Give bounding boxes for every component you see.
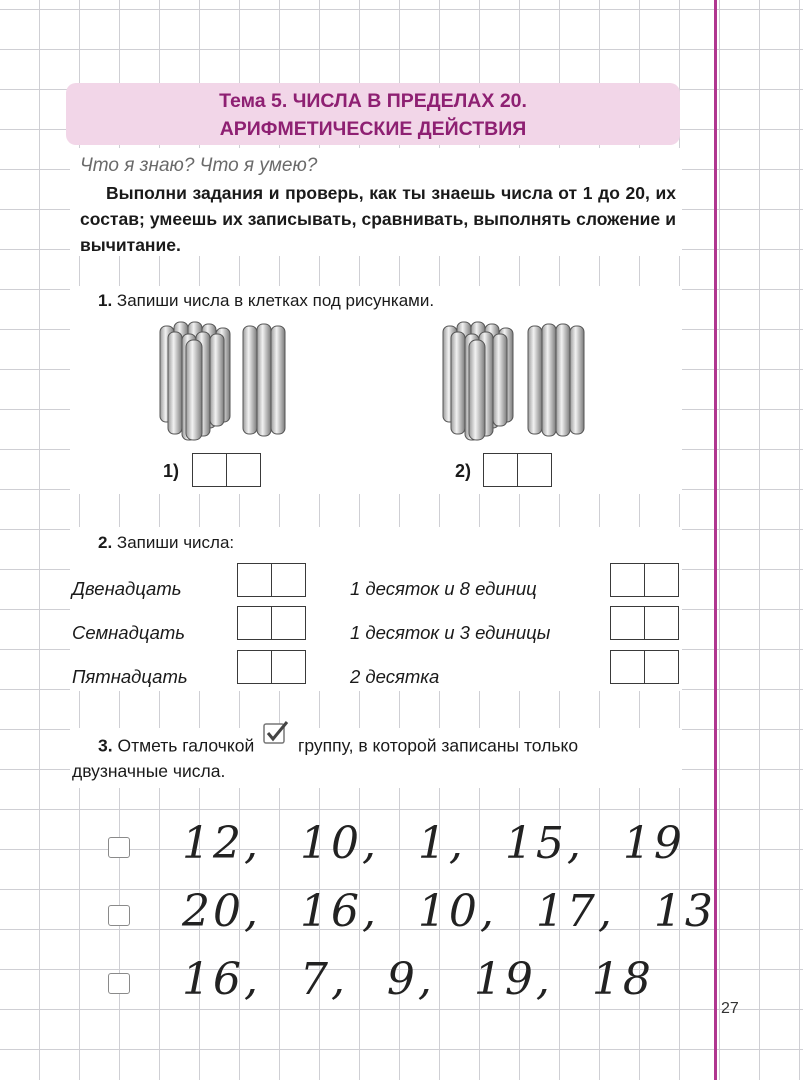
task1-number: 1. <box>98 291 113 310</box>
intro-text: Выполни задания и проверь, как ты знаешь числа от 1 до 20, их состав; умеешь их записывать, сравнивать, выполнять сложение и вычитание. <box>80 183 676 255</box>
page-number: 27 <box>721 1000 739 1017</box>
topic-line2: АРИФМЕТИЧЕСКИЕ ДЕЙСТВИЯ <box>219 118 527 140</box>
task2-title <box>98 533 234 553</box>
task2-phrase-1: 1 десяток и 8 единиц <box>350 578 537 599</box>
task2-number: 2. <box>98 533 113 552</box>
task2-word-1: Двенадцать <box>72 578 182 599</box>
ten-sticks-bundle-icon <box>156 320 236 440</box>
task1-label-2: 2) <box>455 461 472 481</box>
intro-question: Что я знаю? Что я умею? <box>80 155 318 176</box>
three-sticks-icon <box>241 322 291 440</box>
topic-header <box>66 83 680 145</box>
task3-number: 3. <box>98 735 113 756</box>
task3-title <box>98 735 578 759</box>
task3-checkbox-1[interactable] <box>108 837 130 858</box>
four-sticks-icon <box>526 322 592 440</box>
task1-title-text: Запиши числа в клетках под рисунками. <box>116 291 435 310</box>
ten-sticks-bundle-icon <box>439 320 519 440</box>
task3-group-3: 16, 7, 9, 19, 18 <box>182 954 654 1005</box>
checkmark-box-icon <box>263 735 289 759</box>
task2-cells-right-3[interactable] <box>610 650 679 684</box>
task2-cells-right-1[interactable] <box>610 563 679 597</box>
task2-title-text: Запиши числа: <box>116 533 235 552</box>
topic-line1: Тема 5. ЧИСЛА В ПРЕДЕЛАХ 20. <box>219 90 527 112</box>
task2-cells-left-1[interactable] <box>237 563 306 597</box>
task2-phrase-2: 1 десяток и 3 единицы <box>350 622 551 643</box>
task2-cells-left-2[interactable] <box>237 606 306 640</box>
task2-phrase-3: 2 десятка <box>350 666 440 687</box>
task3-group-1: 12, 10, 1, 15, 19 <box>182 818 685 869</box>
task2-cells-right-2[interactable] <box>610 606 679 640</box>
task2-word-3: Пятнадцать <box>72 666 188 687</box>
task3-title-part2: группу, в которой записаны только <box>298 735 579 756</box>
task1-label-1: 1) <box>163 461 180 481</box>
task2-word-2: Семнадцать <box>72 622 186 643</box>
task3-checkbox-2[interactable] <box>108 905 130 926</box>
task3-title-part1: Отметь галочкой <box>117 735 255 756</box>
task3-checkbox-3[interactable] <box>108 973 130 994</box>
task3-group-2: 20, 16, 10, 17, 13 <box>182 886 716 937</box>
task1-answer-cells-1[interactable] <box>192 453 261 487</box>
task3-title-line2: двузначные числа. <box>72 761 226 781</box>
task2-cells-left-3[interactable] <box>237 650 306 684</box>
task1-title <box>98 291 434 311</box>
task1-answer-cells-2[interactable] <box>483 453 552 487</box>
